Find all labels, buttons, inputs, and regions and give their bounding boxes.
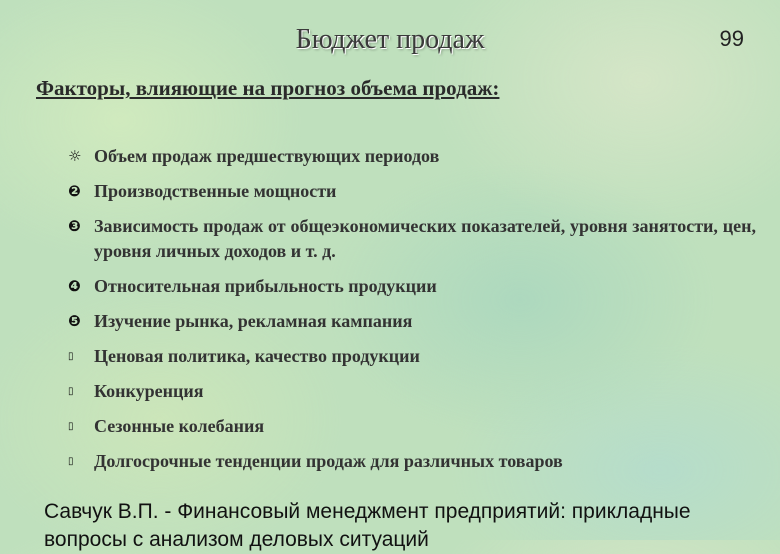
number-three-bullet-icon: ❸ bbox=[68, 217, 81, 235]
list-item bbox=[68, 344, 756, 369]
list-item bbox=[68, 274, 756, 299]
sun-bullet-icon: ☼ bbox=[68, 147, 82, 165]
factor-text: Сезонные колебания bbox=[94, 416, 265, 436]
factor-text: Производственные мощности bbox=[94, 181, 337, 201]
factor-text: Объем продаж предшествующих периодов bbox=[94, 146, 440, 166]
square-bullet-icon: ▯ bbox=[68, 421, 74, 432]
list-item bbox=[68, 144, 756, 169]
list-item bbox=[68, 214, 756, 264]
list-item bbox=[68, 179, 756, 204]
list-item bbox=[68, 449, 756, 474]
factor-text: Относительная прибыльность продукции bbox=[94, 276, 437, 296]
square-bullet-icon: ▯ bbox=[68, 456, 74, 467]
number-five-bullet-icon: ❺ bbox=[68, 312, 81, 330]
list-item bbox=[68, 379, 756, 404]
list-item bbox=[68, 414, 756, 439]
factor-text: Ценовая политика, качество продукции bbox=[94, 346, 420, 366]
number-two-bullet-icon: ❷ bbox=[68, 182, 81, 200]
factor-text: Зависимость продаж от общеэкономических показателей, уровня занятости, цен, уровня личных доходов и т. д. bbox=[94, 216, 756, 261]
factors-heading: Факторы, влияющие на прогноз объема продаж: bbox=[36, 76, 500, 100]
square-bullet-icon: ▯ bbox=[68, 386, 74, 397]
source-citation: Савчук В.П. - Финансовый менеджмент предприятий: прикладные вопросы с анализом деловых ситуаций bbox=[44, 500, 691, 551]
number-four-bullet-icon: ❹ bbox=[68, 277, 81, 295]
factor-text: Конкуренция bbox=[94, 381, 204, 401]
factor-text: Изучение рынка, рекламная кампания bbox=[94, 311, 413, 331]
page-number: 99 bbox=[719, 26, 744, 51]
list-item bbox=[68, 309, 756, 334]
factors-list bbox=[68, 144, 756, 484]
factor-text: Долгосрочные тенденции продаж для различных товаров bbox=[94, 451, 563, 471]
square-bullet-icon: ▯ bbox=[68, 351, 74, 362]
slide-title: Бюджет продаж bbox=[295, 24, 485, 55]
